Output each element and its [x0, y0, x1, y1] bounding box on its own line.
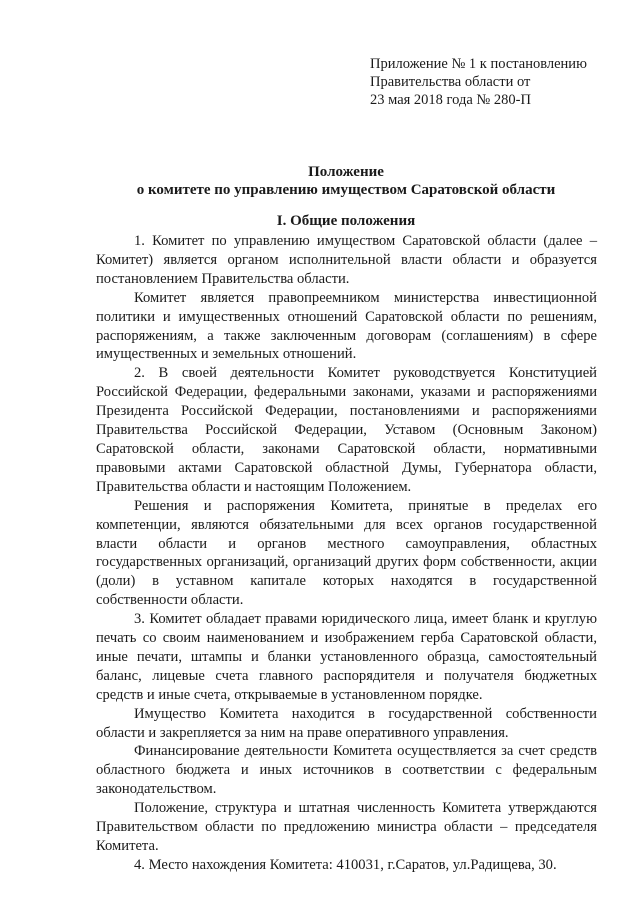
appendix-note: [370, 55, 620, 109]
section-heading: I. Общие положения: [276, 213, 416, 229]
appendix-line-2: Правительства области от: [370, 74, 531, 90]
appendix-line-3: 23 мая 2018 года № 280-П: [370, 92, 531, 108]
document-subtitle: о комитете по управлению имуществом Саратовской области: [136, 182, 556, 198]
paragraph-2: Комитет является правопреемником министерства инвестиционной политики и имущественных отношений Саратовской области по решениям, распоряжениям, а также заключенным договорам (соглашениям) в сфере имущественных и земельных отношений.: [96, 289, 597, 363]
paragraph-6: Имущество Комитета находится в государственной собственности области и закрепляется за ним на праве оперативного управления.: [96, 705, 597, 741]
appendix-line-1: Приложение № 1 к постановлению: [370, 56, 587, 72]
paragraph-9: 4. Место нахождения Комитета: 410031, г.Саратов, ул.Радищева, 30.: [134, 856, 557, 873]
paragraph-7: Финансирование деятельности Комитета осуществляется за счет средств областного бюджета и иных источников в соответствии с федеральным законодательством.: [96, 743, 597, 798]
paragraph-3: 2. В своей деятельности Комитет руководствуется Конституцией Российской Федерации, федеральными законами, указами и распоряжениями Президента Российской Федерации, постановлениями и распоряжениями Правительства Российской Федерации, Уставом (Основным Законом) Саратовской области, законами Саратовской области, нормативными правовыми актами Саратовской областной Думы, Губернатора области, Правительства области и настоящим Положением.: [96, 365, 597, 495]
document-title: Положение: [308, 164, 384, 180]
paragraph-1: 1. Комитет по управлению имуществом Саратовской области (далее – Комитет) является органом исполнительной власти области и образуется постановлением Правительства области.: [96, 233, 597, 287]
paragraph-8: Положение, структура и штатная численность Комитета утверждаются Правительством области по предложению министра области – председателя Комитета.: [96, 800, 597, 854]
paragraph-5: 3. Комитет обладает правами юридического лица, имеет бланк и круглую печать со своим наименованием и изображением герба Саратовской области, иные печати, штампы и бланки установленного образца, самостоятельный баланс, лицевые счета главного распорядителя и получателя бюджетных средств и иные счета, открываемые в установленном порядке.: [96, 611, 597, 703]
paragraph-4: Решения и распоряжения Комитета, принятые в пределах его компетенции, являются обязательными для всех органов государственной власти области и органов местного самоуправления, областных государственных организаций, организаций других форм собственности, акции (доли) в уставном капитале которых находятся в государственной собственности области.: [96, 497, 597, 609]
document-body: [96, 232, 597, 875]
